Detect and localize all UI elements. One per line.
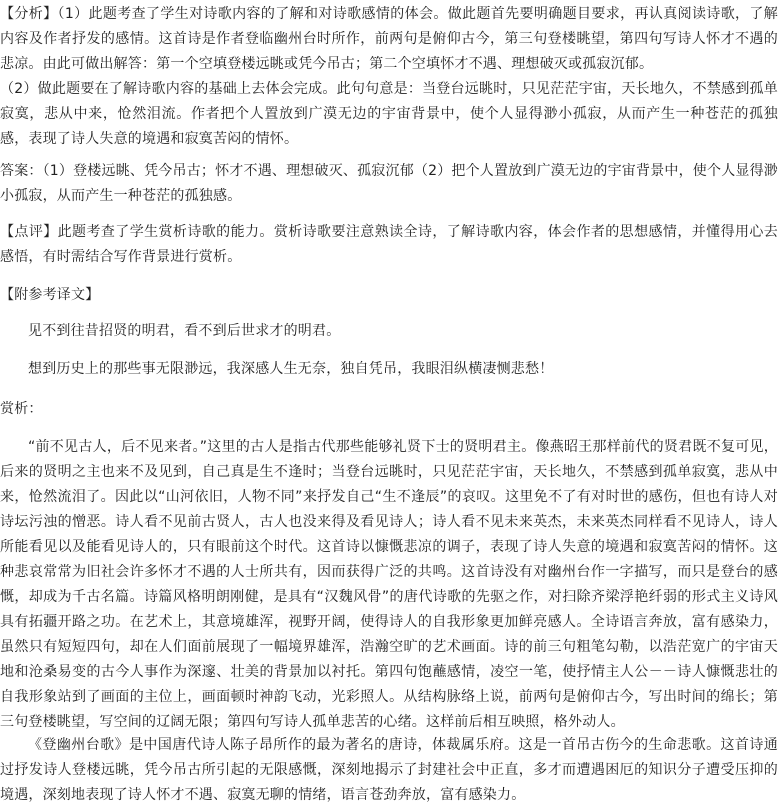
analysis-part2: （2）做此题要在了解诗歌内容的基础上去体会完成。此句句意是：当登台远眺时，只见茫茫宇宙，天长地久，不禁感到孤单寂寞，悲从中来，怆然泪流。作者把个人置放到广漠无边的宇宙背景中，使个人显得渺小孤寂，从而产生一种苍茫的孤独感，表现了诗人失意的境遇和寂寞苦闷的情怀。 bbox=[0, 81, 778, 147]
appreciation-heading: 赏析： bbox=[0, 401, 43, 417]
translation-line1: 见不到往昔招贤的明君，看不到后世求才的明君。 bbox=[28, 323, 341, 339]
answer-text: 答案：（1）登楼远眺、凭今吊古；怀才不遇、理想破灭、孤寂沉郁（2）把个人置放到广漠无边的宇宙背景中，使个人显得渺小孤寂，从而产生一种苍茫的孤独感。 bbox=[0, 163, 779, 204]
appreciation-para1: “前不见古人，后不见来者。”这里的古人是指古代那些能够礼贤下士的贤明君主。像燕昭王那样前代的贤君既不复可见，后来的贤明之主也来不及见到，自己真是生不逢时；当登台远眺时，只见茫茫宇宙，天长地久，不禁感到孤单寂寞，悲从中来，怆然流泪了。因此以“山河依旧，人物不同”来抒发自己“生不逢辰”的哀叹。这里免不了有对时世的感伤，但也有诗人对诗坛污浊的憎恶。诗人看不见前古贤人，古人也没来得及看见诗人；诗人看不见未来英杰，未来英杰同样看不见诗人，诗人所能看见以及能看见诗人的，只有眼前这个时代。这首诗以慷慨悲凉的调子，表现了诗人失意的境遇和寂寞苦闷的情怀。这种悲哀常常为旧社会许多怀才不遇的人士所共有，因而获得广泛的共鸣。这首诗没有对幽州台作一字描写，而只是登台的感慨，却成为千古名篇。诗篇风格明朗刚健，是具有“汉魏风骨”的唐代诗歌的先驱之作，对扫除齐梁浮艳纤弱的形式主义诗风具有拓疆开路之功。在艺术上，其意境雄浑，视野开阔，使得诗人的自我形象更加鲜亮感人。全诗语言奔放，富有感染力，虽然只有短短四句，却在人们面前展现了一幅境界雄浑，浩瀚空旷的艺术画面。诗的前三句粗笔勾勒，以浩茫宽广的宇宙天地和沧桑易变的古今人事作为深邃、壮美的背景加以衬托。第四句饱蘸感情，凌空一笔，使抒情主人公－－诗人慷慨悲壮的自我形象站到了画面的主位上，画面顿时神韵飞动，光彩照人。从结构脉络上说，前两句是俯仰古今，写出时间的绵长；第三句登楼眺望，写空间的辽阔无限；第四句写诗人孤单悲苦的心绪。这样前后相互映照，格外动人。 bbox=[0, 439, 778, 730]
translation-line2: 想到历史上的那些事无限渺远，我深感人生无奈，独自凭吊，我眼泪纵横凄恻悲愁！ bbox=[28, 361, 554, 377]
analysis-part1: 【分析】（1）此题考查了学生对诗歌内容的了解和对诗歌感情的体会。做此题首先要明确题目要求，再认真阅读诗歌，了解内容及作者抒发的感情。这首诗是作者登临幽州台时所作，前两句是俯仰古今，第三句登楼眺望，第四句写诗人怀才不遇的悲凉。由此可做出解答：第一个空填登楼远眺或凭今吊古；第二个空填怀才不遇、理想破灭或孤寂沉郁。 bbox=[0, 6, 778, 72]
comment-text: 【点评】此题考查了学生赏析诗歌的能力。赏析诗歌要注意熟读全诗，了解诗歌内容，体会作者的思想感情，并懂得用心去感悟，有时需结合写作背景进行赏析。 bbox=[0, 224, 778, 265]
appreciation-para2: 《登幽州台歌》是中国唐代诗人陈子昂所作的最为著名的唐诗，体裁属乐府。这是一首吊古伤今的生命悲歌。这首诗通过抒发诗人登楼远眺，凭今吊古所引起的无限感慨，深刻地揭示了封建社会中正直，多才而遭遇困厄的知识分子遭受压抑的境遇，深刻地表现了诗人怀才不遇、寂寞无聊的情绪，语言苍劲奔放，富有感染力。 bbox=[0, 737, 778, 803]
translation-heading: 【附参考译文】 bbox=[0, 287, 100, 303]
